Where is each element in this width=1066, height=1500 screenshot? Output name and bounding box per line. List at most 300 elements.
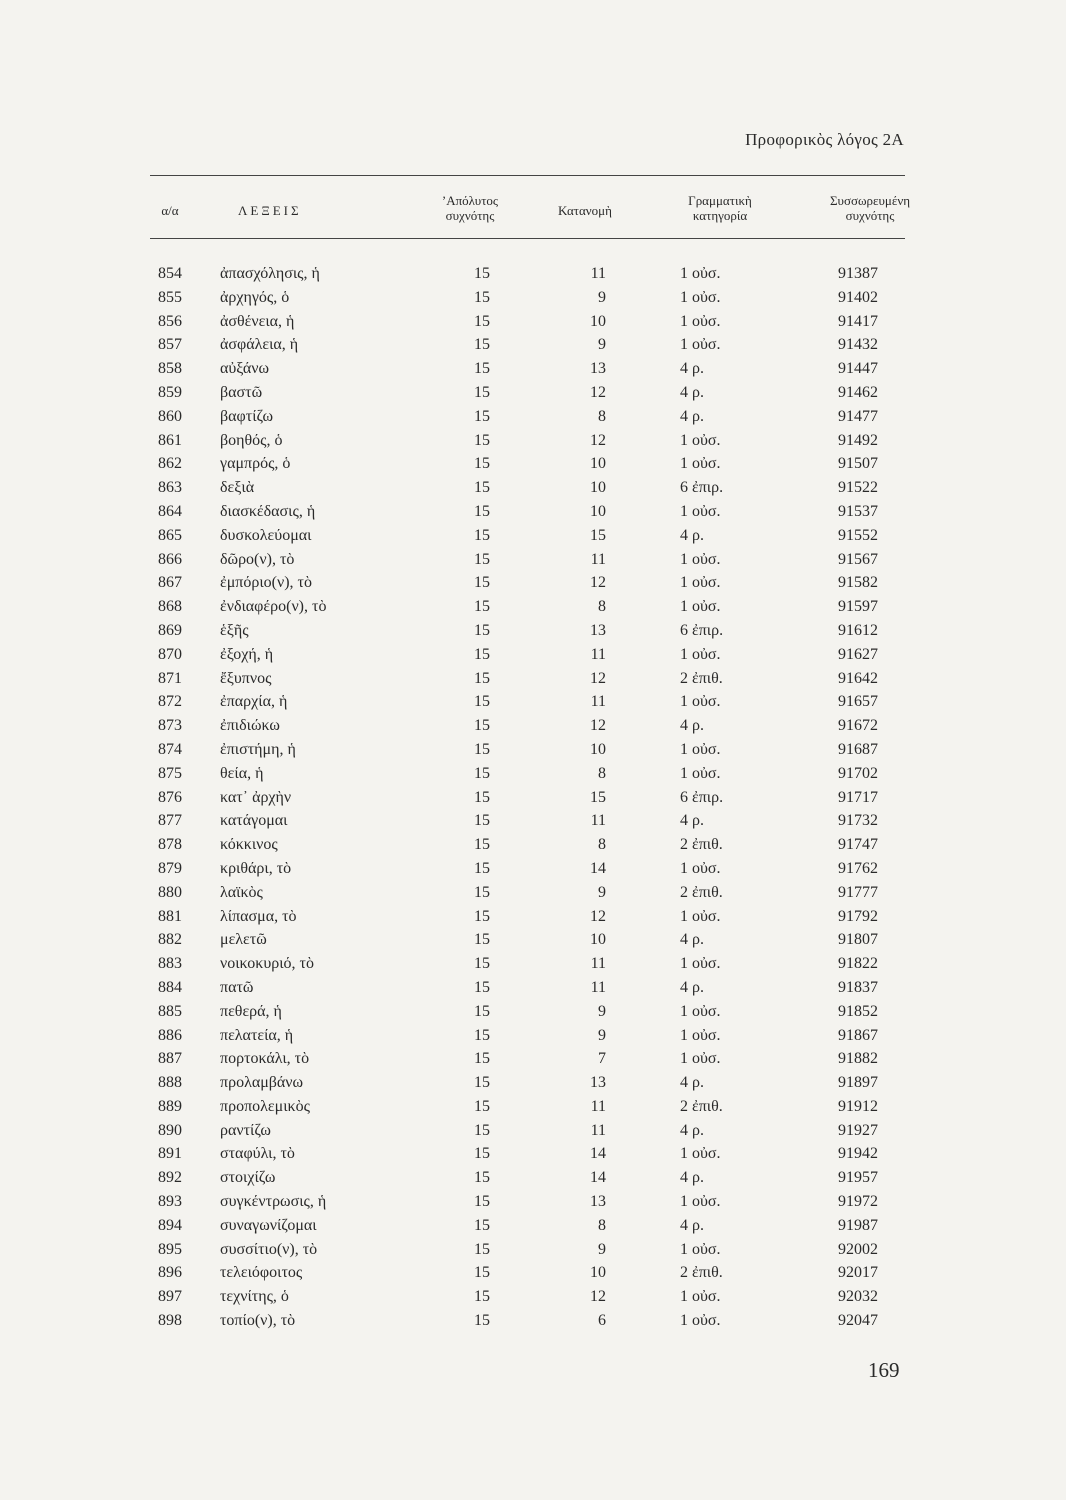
column-header-index: α/α [161, 203, 179, 218]
row-cumulative-frequency: 91957 [838, 1169, 878, 1187]
table-row [0, 762, 1066, 786]
row-grammatical-category: 1 οὐσ. [680, 455, 721, 473]
row-index: 896 [158, 1264, 182, 1282]
row-index: 880 [158, 883, 182, 901]
row-word: τελειόφοιτος [220, 1264, 303, 1282]
row-cumulative-frequency: 92032 [838, 1288, 878, 1306]
column-header-cumulative-line1: Συσσωρευμένη [829, 193, 911, 208]
row-index: 866 [158, 550, 182, 568]
row-cumulative-frequency: 91432 [838, 336, 878, 354]
row-index: 874 [158, 740, 182, 758]
table-row [0, 881, 1066, 905]
row-cumulative-frequency: 91987 [838, 1216, 878, 1234]
table-row [0, 714, 1066, 738]
row-word: σταφύλι, τὸ [220, 1145, 295, 1163]
row-word: βοηθός, ὁ [220, 431, 283, 449]
table-row [0, 1047, 1066, 1071]
column-header-absolute-line2: συχνότης [445, 208, 495, 223]
row-word: ἐπιδιώκω [220, 717, 280, 735]
row-word: τεχνίτης, ὁ [220, 1288, 289, 1306]
row-index: 879 [158, 859, 182, 877]
table-row [0, 1214, 1066, 1238]
row-distribution: 13 [590, 1074, 606, 1092]
row-grammatical-category: 4 ρ. [680, 931, 704, 949]
row-word: βαφτίζω [220, 407, 274, 425]
table-row [0, 928, 1066, 952]
row-index: 875 [158, 764, 182, 782]
table-row [0, 976, 1066, 1000]
row-absolute-frequency: 15 [474, 288, 490, 306]
row-cumulative-frequency: 91792 [838, 907, 878, 925]
table-row [0, 262, 1066, 286]
table-column-headers [150, 188, 911, 232]
table-row [0, 690, 1066, 714]
row-word: τοπίο(ν), τὸ [220, 1312, 296, 1330]
table-row [0, 524, 1066, 548]
row-cumulative-frequency: 91867 [838, 1026, 878, 1044]
row-word: γαμπρός, ὁ [220, 455, 291, 473]
row-distribution: 12 [590, 431, 606, 449]
row-word: κριθάρι, τὸ [220, 859, 292, 877]
row-absolute-frequency: 15 [474, 931, 490, 949]
row-distribution: 13 [590, 1193, 606, 1211]
row-distribution: 8 [598, 1216, 606, 1234]
column-header-cumulative-line2: συχνότης [845, 208, 895, 223]
row-index: 868 [158, 598, 182, 616]
row-absolute-frequency: 15 [474, 955, 490, 973]
row-grammatical-category: 1 οὐσ. [680, 1193, 721, 1211]
row-cumulative-frequency: 91687 [838, 740, 878, 758]
row-word: προπολεμικὸς [220, 1097, 310, 1115]
row-cumulative-frequency: 91972 [838, 1193, 878, 1211]
row-word: δῶρο(ν), τὸ [220, 550, 295, 568]
row-absolute-frequency: 15 [474, 502, 490, 520]
table-row [0, 405, 1066, 429]
row-index: 864 [158, 502, 182, 520]
row-absolute-frequency: 15 [474, 455, 490, 473]
row-absolute-frequency: 15 [474, 550, 490, 568]
row-absolute-frequency: 15 [474, 1145, 490, 1163]
table-row [0, 857, 1066, 881]
row-distribution: 11 [590, 693, 606, 711]
row-index: 892 [158, 1169, 182, 1187]
row-cumulative-frequency: 91537 [838, 502, 878, 520]
row-absolute-frequency: 15 [474, 717, 490, 735]
row-grammatical-category: 4 ρ. [680, 1121, 704, 1139]
row-cumulative-frequency: 92002 [838, 1240, 878, 1258]
table-row [0, 1309, 1066, 1333]
table-row [0, 1166, 1066, 1190]
row-distribution: 6 [598, 1312, 606, 1330]
column-header-grammar-line2: κατηγορία [692, 208, 748, 223]
row-word: αὐξάνω [220, 360, 269, 378]
row-word: συσσίτιο(ν), τὸ [220, 1240, 318, 1258]
row-grammatical-category: 1 οὐσ. [680, 1312, 721, 1330]
row-absolute-frequency: 15 [474, 764, 490, 782]
row-cumulative-frequency: 91642 [838, 669, 878, 687]
row-cumulative-frequency: 91702 [838, 764, 878, 782]
row-absolute-frequency: 15 [474, 1288, 490, 1306]
row-distribution: 10 [590, 479, 606, 497]
row-index: 877 [158, 812, 182, 830]
row-absolute-frequency: 15 [474, 526, 490, 544]
table-row [0, 833, 1066, 857]
row-word: λίπασμα, τὸ [220, 907, 297, 925]
table-row [0, 571, 1066, 595]
row-grammatical-category: 1 οὐσ. [680, 265, 721, 282]
row-cumulative-frequency: 91417 [838, 312, 878, 330]
row-grammatical-category: 4 ρ. [680, 526, 704, 544]
row-distribution: 10 [590, 502, 606, 520]
row-grammatical-category: 1 οὐσ. [680, 288, 721, 306]
row-absolute-frequency: 15 [474, 1002, 490, 1020]
row-grammatical-category: 4 ρ. [680, 407, 704, 425]
column-header-cumulative-frequency [810, 193, 930, 223]
row-index: 895 [158, 1240, 182, 1258]
row-grammatical-category: 1 οὐσ. [680, 955, 721, 973]
table-row [0, 1238, 1066, 1262]
table-row [0, 310, 1066, 334]
row-distribution: 10 [590, 455, 606, 473]
row-cumulative-frequency: 91927 [838, 1121, 878, 1139]
row-cumulative-frequency: 91522 [838, 479, 878, 497]
row-distribution: 14 [590, 1169, 606, 1187]
row-word: λαϊκὸς [220, 883, 263, 901]
table-row [0, 476, 1066, 500]
row-grammatical-category: 4 ρ. [680, 1169, 704, 1187]
row-cumulative-frequency: 91492 [838, 431, 878, 449]
row-word: πορτοκάλι, τὸ [220, 1050, 310, 1068]
row-absolute-frequency: 15 [474, 336, 490, 354]
row-word: ἐμπόριο(ν), τὸ [220, 574, 312, 592]
row-absolute-frequency: 15 [474, 812, 490, 830]
row-word: θεία, ἡ [220, 764, 264, 782]
row-index: 888 [158, 1074, 182, 1092]
row-distribution: 10 [590, 740, 606, 758]
row-grammatical-category: 1 οὐσ. [680, 764, 721, 782]
column-header-distribution: Κατανομὴ [558, 203, 612, 218]
row-distribution: 10 [590, 312, 606, 330]
row-distribution: 12 [590, 1288, 606, 1306]
row-grammatical-category: 4 ρ. [680, 1216, 704, 1234]
row-grammatical-category: 1 οὐσ. [680, 431, 721, 449]
row-distribution: 8 [598, 836, 606, 854]
column-header-grammar-line1: Γραμματικὴ [688, 193, 752, 208]
row-index: 887 [158, 1050, 182, 1068]
row-word: κατ᾽ ἀρχὴν [220, 788, 292, 806]
row-cumulative-frequency: 91567 [838, 550, 878, 568]
table-row [0, 429, 1066, 453]
page-header-title: Προφορικὸς λόγος 2Α [745, 130, 904, 149]
row-cumulative-frequency: 91732 [838, 812, 878, 830]
row-word: πελατεία, ἡ [220, 1026, 294, 1044]
row-word: δυσκολεύομαι [220, 526, 312, 544]
row-distribution: 12 [590, 907, 606, 925]
column-header-absolute-line1: ʼΑπόλυτος [441, 193, 499, 208]
row-distribution: 8 [598, 598, 606, 616]
row-index: 862 [158, 455, 182, 473]
row-absolute-frequency: 15 [474, 407, 490, 425]
row-word: ἀσφάλεια, ἡ [220, 336, 299, 354]
row-index: 873 [158, 717, 182, 735]
row-grammatical-category: 1 οὐσ. [680, 312, 721, 330]
row-absolute-frequency: 15 [474, 1312, 490, 1330]
row-cumulative-frequency: 91897 [838, 1074, 878, 1092]
row-distribution: 11 [590, 550, 606, 568]
table-row [0, 452, 1066, 476]
row-cumulative-frequency: 92017 [838, 1264, 878, 1282]
row-absolute-frequency: 15 [474, 859, 490, 877]
row-distribution: 10 [590, 931, 606, 949]
row-grammatical-category: 2 ἐπιθ. [680, 1097, 723, 1115]
row-distribution: 11 [590, 265, 606, 282]
row-absolute-frequency: 15 [474, 669, 490, 687]
table-row [0, 286, 1066, 310]
table-row [0, 500, 1066, 524]
row-absolute-frequency: 15 [474, 978, 490, 996]
table-row [0, 809, 1066, 833]
row-word: νοικοκυριό, τὸ [220, 955, 314, 973]
row-index: 894 [158, 1216, 182, 1234]
row-distribution: 14 [590, 859, 606, 877]
row-index: 863 [158, 479, 182, 497]
row-cumulative-frequency: 91912 [838, 1097, 878, 1115]
row-index: 886 [158, 1026, 182, 1044]
row-index: 872 [158, 693, 182, 711]
row-word: διασκέδασις, ἡ [220, 502, 316, 520]
row-word: κόκκινος [220, 836, 278, 854]
table-row [0, 1000, 1066, 1024]
table-row [0, 548, 1066, 572]
row-index: 878 [158, 836, 182, 854]
row-index: 861 [158, 431, 182, 449]
row-grammatical-category: 1 οὐσ. [680, 502, 721, 520]
row-word: μελετῶ [220, 931, 267, 949]
row-cumulative-frequency: 91627 [838, 645, 878, 663]
table-row [0, 1119, 1066, 1143]
table-row [0, 952, 1066, 976]
row-absolute-frequency: 15 [474, 836, 490, 854]
row-grammatical-category: 1 οὐσ. [680, 1288, 721, 1306]
row-absolute-frequency: 15 [474, 265, 490, 282]
row-grammatical-category: 4 ρ. [680, 812, 704, 830]
row-distribution: 11 [590, 955, 606, 973]
table-row [0, 1024, 1066, 1048]
row-distribution: 9 [598, 1002, 606, 1020]
row-index: 859 [158, 383, 182, 401]
row-absolute-frequency: 15 [474, 1216, 490, 1234]
row-index: 869 [158, 621, 182, 639]
row-word: ἀρχηγός, ὁ [220, 288, 290, 306]
row-absolute-frequency: 15 [474, 383, 490, 401]
row-distribution: 9 [598, 336, 606, 354]
row-distribution: 11 [590, 1121, 606, 1139]
row-index: 876 [158, 788, 182, 806]
table-row [0, 381, 1066, 405]
row-distribution: 13 [590, 360, 606, 378]
row-cumulative-frequency: 91582 [838, 574, 878, 592]
row-cumulative-frequency: 92047 [838, 1312, 878, 1330]
row-index: 882 [158, 931, 182, 949]
row-index: 855 [158, 288, 182, 306]
row-distribution: 13 [590, 621, 606, 639]
row-word: στοιχίζω [220, 1169, 276, 1187]
row-distribution: 8 [598, 764, 606, 782]
row-grammatical-category: 4 ρ. [680, 1074, 704, 1092]
row-grammatical-category: 4 ρ. [680, 978, 704, 996]
table-row [0, 595, 1066, 619]
row-word: ἐξοχή, ἡ [220, 645, 274, 663]
row-grammatical-category: 6 ἐπιρ. [680, 788, 724, 806]
row-grammatical-category: 2 ἐπιθ. [680, 836, 723, 854]
row-grammatical-category: 1 οὐσ. [680, 1002, 721, 1020]
table-row [0, 643, 1066, 667]
row-distribution: 11 [590, 645, 606, 663]
row-grammatical-category: 2 ἐπιθ. [680, 883, 723, 901]
row-absolute-frequency: 15 [474, 1264, 490, 1282]
row-index: 889 [158, 1097, 182, 1115]
row-word: συναγωνίζομαι [220, 1216, 317, 1234]
row-word: ἔξυπνος [220, 669, 272, 687]
row-index: 867 [158, 574, 182, 592]
row-index: 854 [158, 265, 182, 282]
row-distribution: 12 [590, 669, 606, 687]
row-index: 881 [158, 907, 182, 925]
row-word: ἐπαρχία, ἡ [220, 693, 288, 711]
row-index: 871 [158, 669, 182, 687]
table-row [0, 1261, 1066, 1285]
row-distribution: 14 [590, 1145, 606, 1163]
row-grammatical-category: 1 οὐσ. [680, 550, 721, 568]
table-row [0, 905, 1066, 929]
row-cumulative-frequency: 91657 [838, 693, 878, 711]
row-grammatical-category: 1 οὐσ. [680, 574, 721, 592]
column-header-grammatical-category [660, 193, 780, 223]
row-word: δεξιὰ [220, 479, 255, 497]
row-absolute-frequency: 15 [474, 1193, 490, 1211]
row-cumulative-frequency: 91402 [838, 288, 878, 306]
column-header-words: ΛΕΞΕΙΣ [238, 203, 302, 218]
row-grammatical-category: 4 ρ. [680, 383, 704, 401]
row-absolute-frequency: 15 [474, 1121, 490, 1139]
row-distribution: 12 [590, 383, 606, 401]
row-grammatical-category: 1 οὐσ. [680, 740, 721, 758]
row-cumulative-frequency: 91387 [838, 265, 878, 282]
row-grammatical-category: 1 οὐσ. [680, 859, 721, 877]
row-index: 898 [158, 1312, 182, 1330]
row-grammatical-category: 6 ἐπιρ. [680, 479, 724, 497]
row-absolute-frequency: 15 [474, 1240, 490, 1258]
row-word: προλαμβάνω [220, 1074, 304, 1092]
page-number: 169 [868, 1358, 900, 1382]
row-absolute-frequency: 15 [474, 1050, 490, 1068]
row-index: 884 [158, 978, 182, 996]
row-distribution: 8 [598, 407, 606, 425]
row-word: πεθερά, ἡ [220, 1002, 282, 1020]
row-word: συγκέντρωσις, ἡ [220, 1193, 327, 1211]
row-cumulative-frequency: 91552 [838, 526, 878, 544]
row-absolute-frequency: 15 [474, 360, 490, 378]
row-word: ραντίζω [220, 1121, 271, 1139]
row-distribution: 10 [590, 1264, 606, 1282]
row-absolute-frequency: 15 [474, 645, 490, 663]
row-absolute-frequency: 15 [474, 621, 490, 639]
row-cumulative-frequency: 91837 [838, 978, 878, 996]
row-cumulative-frequency: 91597 [838, 598, 878, 616]
row-absolute-frequency: 15 [474, 1026, 490, 1044]
row-index: 858 [158, 360, 182, 378]
table-row [0, 738, 1066, 762]
row-cumulative-frequency: 91942 [838, 1145, 878, 1163]
row-index: 870 [158, 645, 182, 663]
table-row [0, 1142, 1066, 1166]
table-row [0, 1095, 1066, 1119]
row-word: ἀσθένεια, ἡ [220, 312, 295, 330]
table-row [0, 1071, 1066, 1095]
row-cumulative-frequency: 91672 [838, 717, 878, 735]
row-index: 897 [158, 1288, 182, 1306]
row-absolute-frequency: 15 [474, 1097, 490, 1115]
row-absolute-frequency: 15 [474, 431, 490, 449]
row-grammatical-category: 1 οὐσ. [680, 645, 721, 663]
row-index: 860 [158, 407, 182, 425]
row-absolute-frequency: 15 [474, 740, 490, 758]
row-grammatical-category: 1 οὐσ. [680, 1050, 721, 1068]
row-cumulative-frequency: 91882 [838, 1050, 878, 1068]
row-absolute-frequency: 15 [474, 788, 490, 806]
column-header-absolute-frequency [420, 193, 520, 223]
row-grammatical-category: 1 οὐσ. [680, 1026, 721, 1044]
row-absolute-frequency: 15 [474, 907, 490, 925]
row-distribution: 11 [590, 978, 606, 996]
row-absolute-frequency: 15 [474, 1074, 490, 1092]
row-cumulative-frequency: 91822 [838, 955, 878, 973]
row-index: 885 [158, 1002, 182, 1020]
row-cumulative-frequency: 91612 [838, 621, 878, 639]
row-index: 890 [158, 1121, 182, 1139]
row-absolute-frequency: 15 [474, 598, 490, 616]
table-row [0, 333, 1066, 357]
row-distribution: 9 [598, 1026, 606, 1044]
row-distribution: 12 [590, 574, 606, 592]
row-absolute-frequency: 15 [474, 693, 490, 711]
row-distribution: 9 [598, 883, 606, 901]
row-distribution: 7 [598, 1050, 606, 1068]
table-row [0, 1285, 1066, 1309]
row-cumulative-frequency: 91747 [838, 836, 878, 854]
row-cumulative-frequency: 91477 [838, 407, 878, 425]
row-grammatical-category: 1 οὐσ. [680, 598, 721, 616]
row-distribution: 11 [590, 812, 606, 830]
row-absolute-frequency: 15 [474, 883, 490, 901]
row-grammatical-category: 4 ρ. [680, 360, 704, 378]
row-index: 865 [158, 526, 182, 544]
row-word: ἀπασχόλησις, ἡ [220, 265, 320, 282]
row-distribution: 15 [590, 526, 606, 544]
row-word: ἑξῆς [220, 621, 249, 639]
row-index: 893 [158, 1193, 182, 1211]
row-grammatical-category: 1 οὐσ. [680, 907, 721, 925]
row-cumulative-frequency: 91507 [838, 455, 878, 473]
row-cumulative-frequency: 91852 [838, 1002, 878, 1020]
row-distribution: 12 [590, 717, 606, 735]
row-grammatical-category: 1 οὐσ. [680, 1145, 721, 1163]
row-absolute-frequency: 15 [474, 574, 490, 592]
row-grammatical-category: 4 ρ. [680, 717, 704, 735]
row-cumulative-frequency: 91807 [838, 931, 878, 949]
row-word: ἐνδιαφέρο(ν), τὸ [220, 598, 327, 616]
row-cumulative-frequency: 91447 [838, 360, 878, 378]
